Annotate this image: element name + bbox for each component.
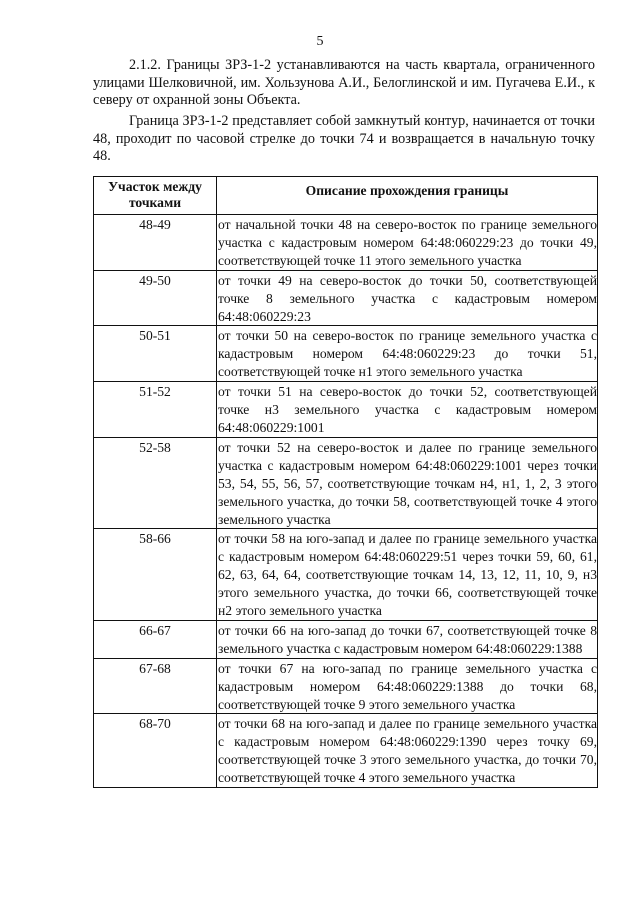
boundary-table — [93, 176, 598, 788]
segment-cell: 48-49 — [94, 215, 217, 271]
segment-cell: 58-66 — [94, 529, 217, 621]
description-cell: от точки 68 на юго-запад и далее по границе земельного участка с кадастровым номером 64:48:060229:1390 через точку 69, соответствующей точке 3 этого земельного участка, до точки 70, соответствующей точке 4 этого земельного участка — [217, 714, 598, 788]
description-cell: от точки 52 на северо-восток и далее по границе земельного участка с кадастровым номером 64:48:060229:1001 через точки 53, 54, 55, 56, 57, соответствующие точкам н4, н1, 1, 2, 3 этого земельного участка, до точки 58, соответствующей точке 4 этого земельного участка — [217, 437, 598, 529]
table-row — [94, 326, 598, 382]
table-row — [94, 529, 598, 621]
table-row — [94, 714, 598, 788]
segment-cell: 52-58 — [94, 437, 217, 529]
segment-cell: 50-51 — [94, 326, 217, 382]
table-row — [94, 270, 598, 326]
segment-cell: 49-50 — [94, 270, 217, 326]
description-cell: от точки 66 на юго-запад до точки 67, соответствующей точке 8 земельного участка с кадастровым номером 64:48:060229:1388 — [217, 620, 598, 658]
description-cell: от точки 51 на северо-восток до точки 52, соответствующей точке н3 земельного участка с кадастровым номером 64:48:060229:1001 — [217, 382, 598, 438]
segment-cell: 67-68 — [94, 658, 217, 714]
description-cell: от точки 58 на юго-запад и далее по границе земельного участка с кадастровым номером 64:48:060229:51 через точки 59, 60, 61, 62, 63, 64, 64, соответствующие точкам 14, 13, 12, 11, 10, 9, н3 этого земельного участка, до точки 66, соответствующей точке н2 этого земельного участка — [217, 529, 598, 621]
segment-cell: 66-67 — [94, 620, 217, 658]
description-cell: от точки 50 на северо-восток по границе земельного участка с кадастровым номером 64:48:060229:23 до точки 51, соответствующей точке н1 этого земельного участка — [217, 326, 598, 382]
header-description: Описание прохождения границы — [217, 177, 598, 215]
description-cell: от точки 49 на северо-восток до точки 50, соответствующей точке 8 земельного участка с кадастровым номером 64:48:060229:23 — [217, 270, 598, 326]
segment-cell: 68-70 — [94, 714, 217, 788]
header-segment: Участок между точками — [94, 177, 217, 215]
description-cell: от точки 67 на юго-запад по границе земельного участка с кадастровым номером 64:48:060229:1388 до точки 68, соответствующей точке 9 этого земельного участка — [217, 658, 598, 714]
description-cell: от начальной точки 48 на северо-восток по границе земельного участка с кадастровым номером 64:48:060229:23 до точки 49, соответствующей точке 11 этого земельного участка — [217, 215, 598, 271]
table-row — [94, 382, 598, 438]
table-row — [94, 437, 598, 529]
table-row — [94, 620, 598, 658]
table-header-row — [94, 177, 598, 215]
paragraph-2-1-2: 2.1.2. Границы ЗРЗ-1-2 устанавливаются на часть квартала, ограниченного улицами Шелковичной, им. Хользунова А.И., Белоглинской и им. Пугачева Е.И., к северу от охранной зоны Объекта. — [93, 57, 595, 108]
table-row — [94, 658, 598, 714]
table-row — [94, 215, 598, 271]
paragraph-boundary-description: Граница ЗРЗ-1-2 представляет собой замкнутый контур, начинается от точки 48, проходит по часовой стрелке до точки 74 и возвращается в начальную точку 48. — [93, 113, 595, 164]
page-number: 5 — [316, 34, 324, 49]
segment-cell: 51-52 — [94, 382, 217, 438]
